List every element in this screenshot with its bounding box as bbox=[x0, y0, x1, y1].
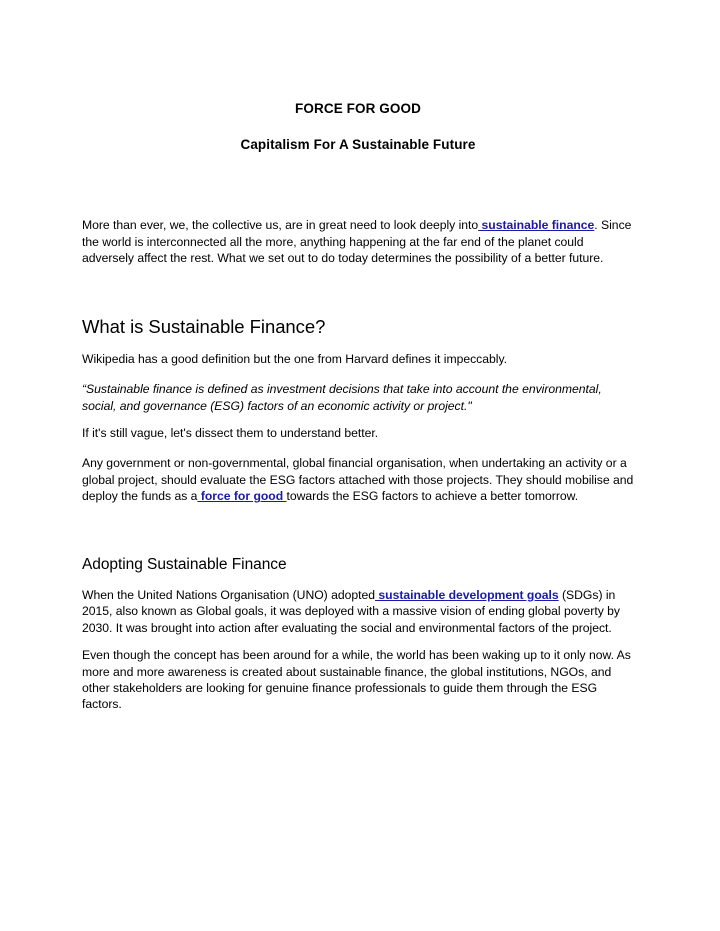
sustainable-development-goals-link[interactable]: sustainable development goals bbox=[375, 587, 559, 602]
harvard-definition-quote: “Sustainable finance is defined as investment decisions that take into account the environmental, social, and governance (ESG) factors of an economic activity or project." bbox=[82, 382, 602, 413]
esg-text-after-link: towards the ESG factors to achieve a better tomorrow. bbox=[286, 489, 579, 504]
intro-text-after-link: . Since the world is interconnected all the more, anything happening at the far end of the planet could adversely affect the rest. What we set out to do today determines the possibility of a better future. bbox=[82, 218, 632, 266]
uno-text-before-link: When the United Nations Organisation (UNO) adopted bbox=[82, 587, 376, 602]
uno-text-after-link: (SDGs) in 2015, also known as Global goals, it was deployed with a massive vision of ending global poverty by 2030. It was brought into action after evaluating the social and environmental factors of the project. bbox=[82, 587, 620, 635]
intro-paragraph bbox=[82, 153, 634, 266]
force-for-good-link[interactable]: force for good bbox=[197, 489, 287, 504]
wikipedia-harvard-paragraph: Wikipedia has a good definition but the one from Harvard defines it impeccably. bbox=[82, 351, 507, 366]
document-content bbox=[82, 0, 634, 713]
awareness-stakeholders-paragraph: Even though the concept has been around for a while, the world has been waking up to it only now. As more and more awareness is created about sustainable finance, the global institutions, NGOs, and other stakeholders are looking for genuine finance professionals to guide them through the ESG factors. bbox=[82, 648, 631, 712]
uno-sdg-paragraph bbox=[82, 574, 634, 636]
document-title: FORCE FOR GOOD bbox=[295, 101, 421, 116]
intro-text-before-link: More than ever, we, the collective us, are in great need to look deeply into bbox=[82, 218, 479, 233]
section-heading-adopting-sustainable-finance: Adopting Sustainable Finance bbox=[82, 555, 287, 573]
esg-text-before-link: Any government or non-governmental, global financial organisation, when undertaking an activity or a global project, should evaluate the ESG factors attached with those projects. They should mobilise and deploy the funds as a bbox=[82, 456, 634, 504]
sustainable-finance-link[interactable]: sustainable finance bbox=[478, 218, 595, 233]
section-heading-what-is-sustainable-finance: What is Sustainable Finance? bbox=[82, 315, 326, 337]
still-vague-paragraph: If it's still vague, let's dissect them to understand better. bbox=[82, 425, 379, 440]
document-subtitle: Capitalism For A Sustainable Future bbox=[240, 137, 476, 153]
esg-evaluation-paragraph bbox=[82, 441, 634, 504]
